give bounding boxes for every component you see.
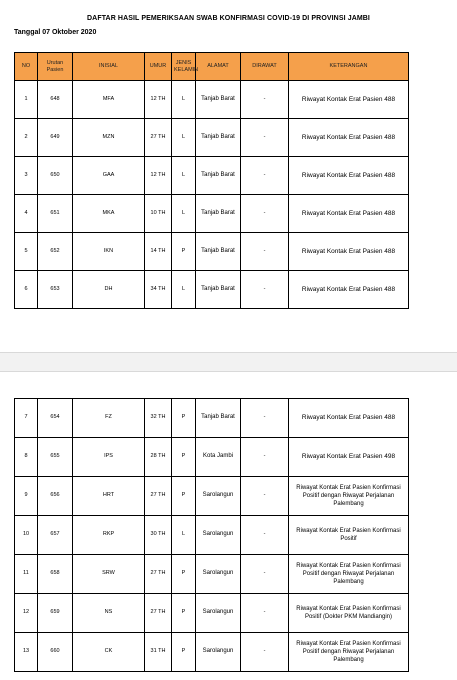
- cell-inisial: SRW: [73, 555, 145, 594]
- cell-inisial: GAA: [73, 157, 145, 195]
- cell-dirawat: -: [241, 81, 289, 119]
- cell-keterangan: Riwayat Kontak Erat Pasien Konfirmasi Positif (Dokter PKM Mandiangin): [289, 594, 409, 633]
- table-header-row: [15, 53, 409, 81]
- col-header-no: NO: [15, 53, 38, 81]
- cell-umur: 12 TH: [145, 157, 172, 195]
- cell-umur: 27 TH: [145, 594, 172, 633]
- cell-alamat: Tanjab Barat: [196, 233, 241, 271]
- table-row: [15, 81, 409, 119]
- cell-jenis-kelamin: P: [172, 233, 196, 271]
- cell-jenis-kelamin: P: [172, 399, 196, 438]
- document-title: DAFTAR HASIL PEMERIKSAAN SWAB KONFIRMASI COVID-19 DI PROVINSI JAMBI: [87, 15, 370, 22]
- table-row: [15, 555, 409, 594]
- table-row: [15, 119, 409, 157]
- cell-jenis-kelamin: L: [172, 119, 196, 157]
- cell-jenis-kelamin: L: [172, 157, 196, 195]
- cell-urutan: 650: [38, 157, 73, 195]
- results-table-page-1: [14, 52, 409, 309]
- cell-alamat: Kota Jambi: [196, 438, 241, 477]
- cell-urutan: 656: [38, 477, 73, 516]
- cell-alamat: Tanjab Barat: [196, 157, 241, 195]
- cell-umur: 27 TH: [145, 119, 172, 157]
- cell-inisial: FZ: [73, 399, 145, 438]
- cell-jenis-kelamin: L: [172, 81, 196, 119]
- cell-dirawat: -: [241, 399, 289, 438]
- cell-keterangan: Riwayat Kontak Erat Pasien Konfirmasi Positif dengan Riwayat Perjalanan Palembang: [289, 633, 409, 672]
- cell-keterangan: Riwayat Kontak Erat Pasien 488: [289, 195, 409, 233]
- cell-keterangan: Riwayat Kontak Erat Pasien 488: [289, 157, 409, 195]
- page-separator: [0, 352, 457, 372]
- cell-jenis-kelamin: P: [172, 633, 196, 672]
- cell-alamat: Tanjab Barat: [196, 399, 241, 438]
- cell-dirawat: -: [241, 195, 289, 233]
- cell-alamat: Tanjab Barat: [196, 271, 241, 309]
- cell-alamat: Tanjab Barat: [196, 81, 241, 119]
- cell-no: 7: [15, 399, 38, 438]
- cell-keterangan: Riwayat Kontak Erat Pasien 488: [289, 271, 409, 309]
- cell-urutan: 649: [38, 119, 73, 157]
- cell-urutan: 653: [38, 271, 73, 309]
- cell-alamat: Sarolangun: [196, 516, 241, 555]
- col-header-jenis-kelamin: JENIS KELAMIN: [172, 53, 196, 81]
- col-header-keterangan: KETERANGAN: [289, 53, 409, 81]
- cell-keterangan: Riwayat Kontak Erat Pasien 488: [289, 399, 409, 438]
- cell-umur: 34 TH: [145, 271, 172, 309]
- document-date: Tanggal 07 Oktober 2020: [14, 29, 97, 36]
- cell-urutan: 648: [38, 81, 73, 119]
- cell-urutan: 651: [38, 195, 73, 233]
- cell-no: 1: [15, 81, 38, 119]
- cell-inisial: IPS: [73, 438, 145, 477]
- cell-alamat: Sarolangun: [196, 633, 241, 672]
- cell-dirawat: -: [241, 233, 289, 271]
- cell-keterangan: Riwayat Kontak Erat Pasien Konfirmasi Positif dengan Riwayat Perjalanan Palembang: [289, 555, 409, 594]
- cell-dirawat: -: [241, 438, 289, 477]
- cell-no: 3: [15, 157, 38, 195]
- cell-dirawat: -: [241, 119, 289, 157]
- cell-keterangan: Riwayat Kontak Erat Pasien 488: [289, 81, 409, 119]
- results-table-page-2: [14, 398, 409, 672]
- cell-keterangan: Riwayat Kontak Erat Pasien Konfirmasi Positif: [289, 516, 409, 555]
- cell-inisial: HRT: [73, 477, 145, 516]
- col-header-urutan: Urutan Pasien: [38, 53, 73, 81]
- cell-keterangan: Riwayat Kontak Erat Pasien 488: [289, 119, 409, 157]
- table-row: [15, 233, 409, 271]
- cell-umur: 12 TH: [145, 81, 172, 119]
- cell-inisial: RKP: [73, 516, 145, 555]
- cell-urutan: 658: [38, 555, 73, 594]
- cell-dirawat: -: [241, 555, 289, 594]
- cell-umur: 27 TH: [145, 555, 172, 594]
- cell-alamat: Sarolangun: [196, 555, 241, 594]
- table-row: [15, 157, 409, 195]
- cell-inisial: MFA: [73, 81, 145, 119]
- cell-alamat: Sarolangun: [196, 477, 241, 516]
- cell-no: 2: [15, 119, 38, 157]
- col-header-inisial: INISIAL: [73, 53, 145, 81]
- cell-keterangan: Riwayat Kontak Erat Pasien 498: [289, 438, 409, 477]
- cell-umur: 31 TH: [145, 633, 172, 672]
- table-row: [15, 195, 409, 233]
- cell-alamat: Sarolangun: [196, 594, 241, 633]
- cell-umur: 10 TH: [145, 195, 172, 233]
- cell-dirawat: -: [241, 477, 289, 516]
- cell-keterangan: Riwayat Kontak Erat Pasien 488: [289, 233, 409, 271]
- cell-umur: 28 TH: [145, 438, 172, 477]
- cell-no: 4: [15, 195, 38, 233]
- cell-inisial: MZN: [73, 119, 145, 157]
- col-header-alamat: ALAMAT: [196, 53, 241, 81]
- cell-jenis-kelamin: P: [172, 438, 196, 477]
- table-row: [15, 438, 409, 477]
- cell-umur: 30 TH: [145, 516, 172, 555]
- cell-no: 12: [15, 594, 38, 633]
- cell-jenis-kelamin: P: [172, 477, 196, 516]
- cell-jenis-kelamin: P: [172, 594, 196, 633]
- cell-inisial: DH: [73, 271, 145, 309]
- cell-jenis-kelamin: L: [172, 271, 196, 309]
- cell-dirawat: -: [241, 271, 289, 309]
- cell-keterangan: Riwayat Kontak Erat Pasien Konfirmasi Positif dengan Riwayat Perjalanan Palembang: [289, 477, 409, 516]
- cell-dirawat: -: [241, 633, 289, 672]
- cell-inisial: NS: [73, 594, 145, 633]
- col-header-dirawat: DIRAWAT: [241, 53, 289, 81]
- cell-jenis-kelamin: L: [172, 516, 196, 555]
- col-header-umur: UMUR: [145, 53, 172, 81]
- cell-dirawat: -: [241, 157, 289, 195]
- cell-umur: 27 TH: [145, 477, 172, 516]
- table-row: [15, 516, 409, 555]
- table-row: [15, 399, 409, 438]
- cell-inisial: IKN: [73, 233, 145, 271]
- table-row: [15, 271, 409, 309]
- cell-dirawat: -: [241, 594, 289, 633]
- table-row: [15, 477, 409, 516]
- cell-alamat: Tanjab Barat: [196, 119, 241, 157]
- cell-inisial: CK: [73, 633, 145, 672]
- cell-umur: 14 TH: [145, 233, 172, 271]
- cell-no: 10: [15, 516, 38, 555]
- cell-urutan: 659: [38, 594, 73, 633]
- cell-jenis-kelamin: L: [172, 195, 196, 233]
- table-row: [15, 594, 409, 633]
- cell-no: 5: [15, 233, 38, 271]
- cell-urutan: 660: [38, 633, 73, 672]
- cell-urutan: 652: [38, 233, 73, 271]
- cell-no: 11: [15, 555, 38, 594]
- cell-no: 13: [15, 633, 38, 672]
- cell-alamat: Tanjab Barat: [196, 195, 241, 233]
- table-row: [15, 633, 409, 672]
- cell-inisial: MKA: [73, 195, 145, 233]
- cell-urutan: 657: [38, 516, 73, 555]
- cell-urutan: 654: [38, 399, 73, 438]
- cell-dirawat: -: [241, 516, 289, 555]
- cell-urutan: 655: [38, 438, 73, 477]
- cell-no: 6: [15, 271, 38, 309]
- cell-jenis-kelamin: P: [172, 555, 196, 594]
- cell-umur: 32 TH: [145, 399, 172, 438]
- cell-no: 9: [15, 477, 38, 516]
- cell-no: 8: [15, 438, 38, 477]
